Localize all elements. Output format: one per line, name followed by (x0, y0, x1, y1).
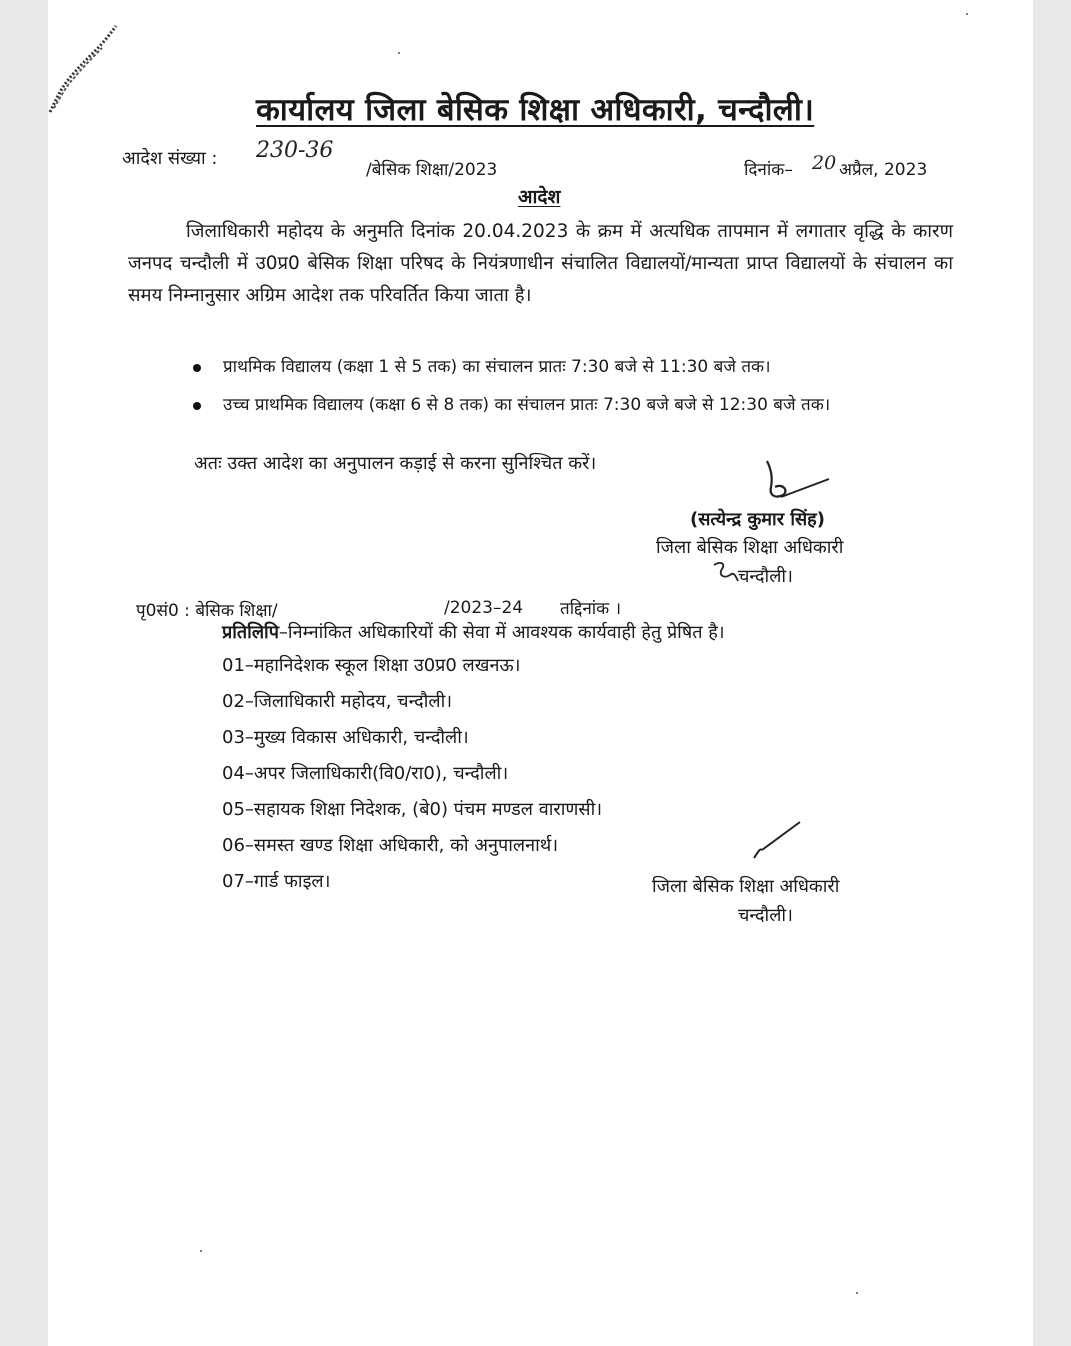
signatory-name: (सत्येन्द्र कुमार सिंह) (690, 509, 825, 530)
office-title: कार्यालय जिला बेसिक शिक्षा अधिकारी, चन्दौली। (256, 92, 815, 128)
paper-speck (200, 1250, 202, 1252)
order-date-handwritten: 20 (812, 152, 837, 174)
list-item: 02–जिलाधिकारी महोदय, चन्दौली। (222, 691, 453, 712)
timing-list (193, 350, 953, 426)
copy-ref-year: /2023–24 (444, 598, 524, 618)
order-date-suffix: अप्रैल, 2023 (839, 160, 928, 180)
paper-speck (966, 13, 968, 15)
bullet-dot-icon (193, 364, 201, 372)
order-number-label: आदेश संख्या : (122, 148, 218, 169)
footer-designation: जिला बेसिक शिक्षा अधिकारी (652, 876, 840, 897)
timing-upper-primary: उच्च प्राथमिक विद्यालय (कक्षा 6 से 8 तक) का संचालन प्रातः 7:30 बजे बजे से 12:30 बजे तक। (223, 395, 831, 415)
recipients-list (222, 648, 602, 900)
order-paragraph: जिलाधिकारी महोदय के अनुमति दिनांक 20.04.2023 के क्रम में अत्यधिक तापमान में लगातार वृद्धि के कारण जनपद चन्दौली में उ0प्र0 बेसिक शिक्षा परिषद के नियंत्रणाधीन संचालित विद्यालयों/मान्यता प्राप्त विद्यालयों के संचालन का समय निम्नानुसार अग्रिम आदेश तक परिवर्तित किया जाता है। (128, 221, 953, 306)
list-item (193, 350, 953, 384)
order-number-suffix: /बेसिक शिक्षा/2023 (366, 160, 498, 180)
copy-heading: प्रतिलिपि (222, 622, 279, 643)
list-item: 01–महानिदेशक स्कूल शिक्षा उ0प्र0 लखनऊ। (222, 655, 521, 676)
bullet-dot-icon (193, 402, 201, 410)
document-page (48, 0, 1033, 1346)
footer-place: चन्दौली। (738, 905, 793, 926)
initial-mark (710, 559, 740, 585)
order-date-label: दिनांक– (744, 160, 793, 180)
list-item: 06–समस्त खण्ड शिक्षा अधिकारी, को अनुपालनार्थ। (222, 835, 559, 856)
list-item (193, 388, 953, 422)
list-item: 04–अपर जिलाधिकारी(वि0/रा0), चन्दौली। (222, 763, 509, 784)
copy-ref-date: तद्दिनांक । (560, 599, 622, 619)
signatory-place: चन्दौली। (738, 566, 793, 587)
order-number-handwritten: 230-36 (256, 138, 334, 163)
copy-intro: –निम्नांकित अधिकारियों की सेवा में आवश्यक कार्यवाही हेतु प्रेषित है। (278, 622, 725, 643)
list-item: 03–मुख्य विकास अधिकारी, चन्दौली। (222, 727, 469, 748)
paper-speck (856, 1292, 858, 1294)
list-item: 07–गार्ड फाइल। (222, 871, 331, 892)
order-heading: आदेश (518, 186, 561, 208)
copy-ref-label: पृ0सं0 : बेसिक शिक्षा/ (136, 601, 278, 621)
timing-primary: प्राथमिक विद्यालय (कक्षा 1 से 5 तक) का संचालन प्रातः 7:30 बजे से 11:30 बजे तक। (223, 357, 771, 377)
compliance-line: अतः उक्त आदेश का अनुपालन कड़ाई से करना सुनिश्चित करें। (194, 453, 597, 474)
list-item: 05–सहायक शिक्षा निदेशक, (बे0) पंचम मण्डल वाराणसी। (222, 799, 603, 820)
paper-speck (398, 52, 400, 54)
copy-intro-line (222, 620, 725, 644)
signatory-designation: जिला बेसिक शिक्षा अधिकारी (656, 537, 844, 558)
margin-scribble-mark (48, 20, 126, 120)
footer-signature-mark (748, 818, 808, 862)
